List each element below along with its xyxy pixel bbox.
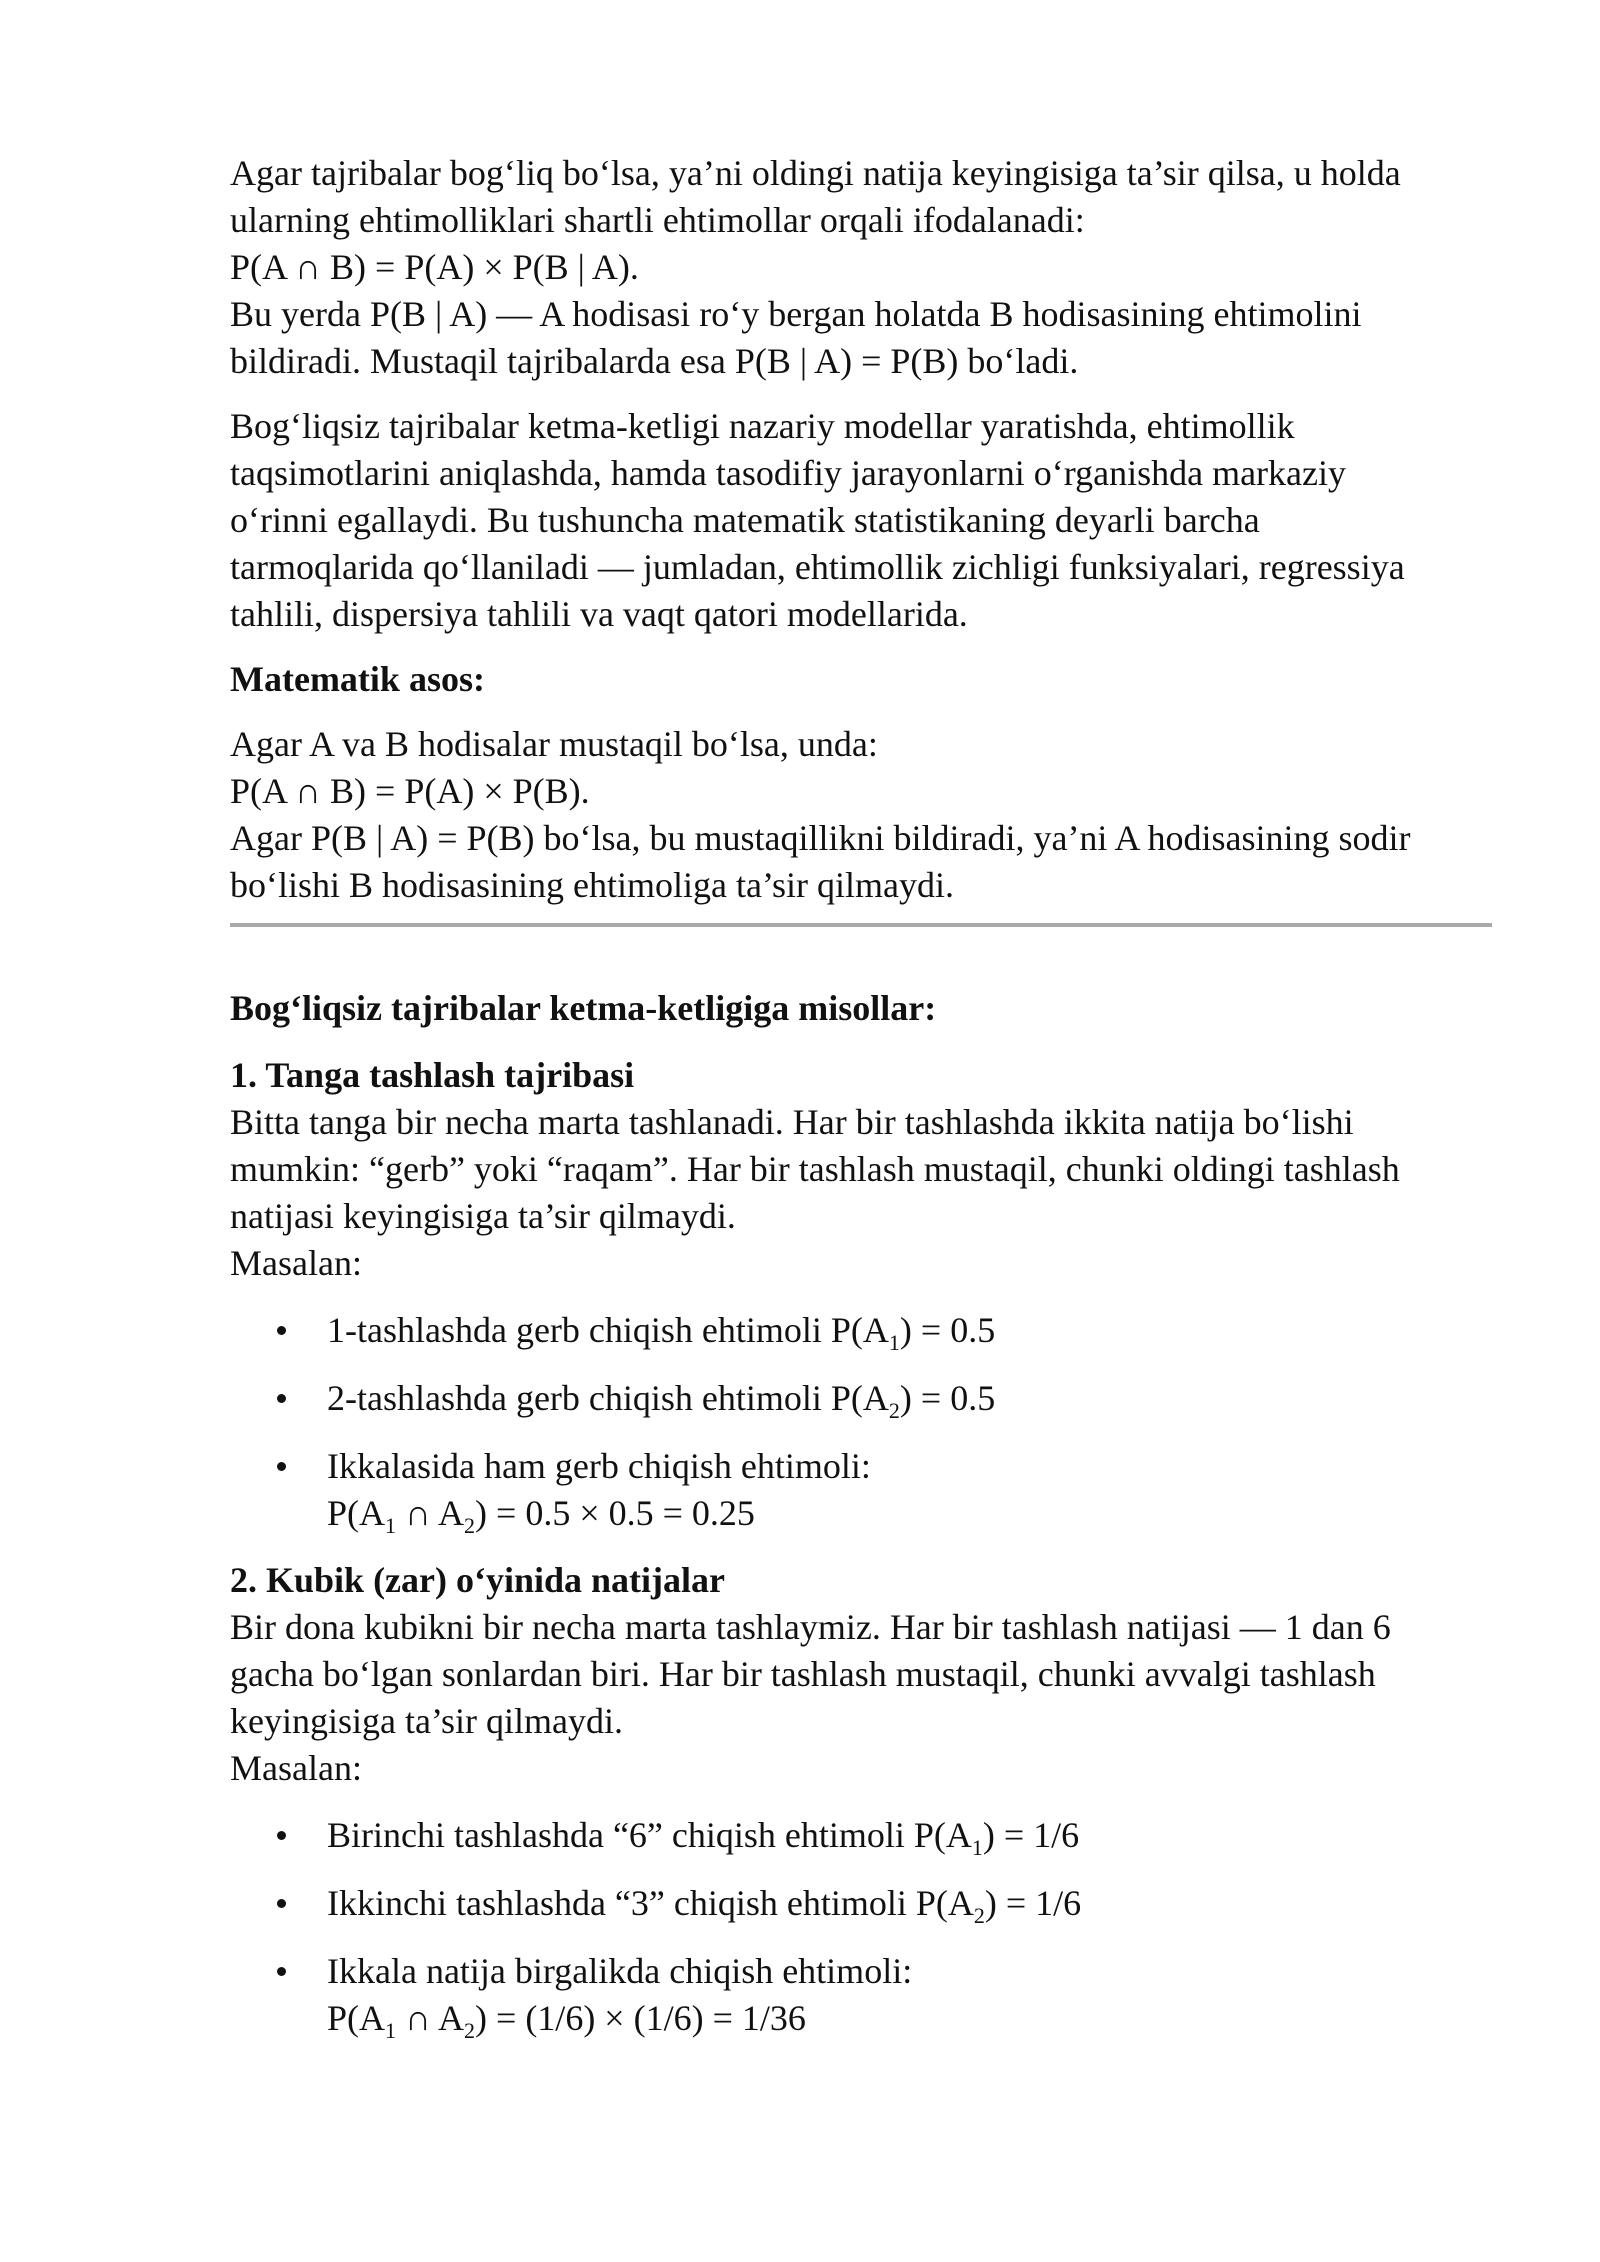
list-item [327,1307,1500,1354]
text-line: natijasi keyingisiga ta’sir qilmaydi. [230,1196,736,1236]
example-coin-toss [230,1052,1500,1287]
list-item-text: Birinchi tashlashda “6” chiqish ehtimoli $P(A_1) = 1/6$ [327,1815,1080,1860]
text-line: Bir dona kubikni bir necha marta tashlaymiz. Har bir tashlash natijasi — 1 dan 6 [230,1607,1391,1647]
list-item [327,1812,1500,1859]
list-item-text: 1-tashlashda gerb chiqish ehtimoli $P(A_1) = 0.5$ [327,1310,996,1355]
bullet-icon [277,1967,286,1976]
example-title: 1. Tanga tashlash tajribasi [230,1055,635,1095]
bullet-icon [277,1394,286,1403]
formula-line: P(A ∩ B) = P(A) × P(B | A). [230,247,639,287]
bullet-icon [277,1326,286,1335]
list-item [327,1880,1500,1927]
list-item-text: Ikkalasida ham gerb chiqish ehtimoli: [327,1446,871,1486]
text-line: tarmoqlarida qo‘llaniladi — jumladan, ehtimollik zichligi funksiyalari, regressiya [230,547,1405,587]
text-line: bo‘lishi B hodisasining ehtimoliga ta’sir qilmaydi. [230,865,954,905]
text-line: Masalan: [230,1243,362,1283]
heading-math-basis: Matematik asos: [230,659,485,699]
list-item-text: 2-tashlashda gerb chiqish ehtimoli $P(A_2) = 0.5$ [327,1378,996,1423]
text-line: gacha bo‘lgan sonlardan biri. Har bir tashlash mustaqil, chunki avvalgi tashlash [230,1654,1376,1694]
text-line: Masalan: [230,1748,362,1788]
example-dice [230,1557,1500,1792]
list-item-text: Ikkinchi tashlashda “3” chiqish ehtimoli $P(A_2) = 1/6$ [327,1883,1082,1928]
bullet-icon [277,1831,286,1840]
text-line: tahlili, dispersiya tahlili va vaqt qatori modellarida. [230,594,968,634]
example-title: 2. Kubik (zar) o‘yinida natijalar [230,1560,726,1600]
paragraph-conditional-probability [230,150,1500,385]
text-line: Bitta tanga bir necha marta tashlanadi. Har bir tashlashda ikkita natija bo‘lishi [230,1102,1354,1142]
text-line: Bu yerda P(B | A) — A hodisasi ro‘y bergan holatda B hodisasining ehtimolini [230,294,1362,334]
text-line: ularning ehtimolliklari shartli ehtimollar orqali ifodalanadi: [230,200,1085,240]
heading-examples: Bog‘liqsiz tajribalar ketma-ketligiga misollar: [230,988,937,1028]
bullet-icon [277,1462,286,1471]
text-line: Agar A va B hodisalar mustaqil bo‘lsa, unda: [230,724,878,764]
list-item [327,1948,1500,2042]
text-line: Agar tajribalar bog‘liq bo‘lsa, ya’ni oldingi natija keyingisiga ta’sir qilsa, u holda [230,153,1401,193]
formula-line: P(A ∩ B) = P(A) × P(B). [230,771,590,811]
list-item-text: Ikkala natija birgalikda chiqish ehtimoli: [327,1951,913,1991]
text-line: taqsimotlarini aniqlashda, hamda tasodifiy jarayonlarni o‘rganishda markaziy [230,453,1346,493]
list-item [327,1375,1500,1422]
paragraph-importance [230,403,1500,638]
text-line: o‘rinni egallaydi. Bu tushuncha matematik statistikaning deyarli barcha [230,500,1260,540]
text-line: Agar P(B | A) = P(B) bo‘lsa, bu mustaqillikni bildiradi, ya’ni A hodisasining sodir [230,818,1411,858]
bullet-icon [277,1899,286,1908]
paragraph-math-basis [230,721,1500,909]
bullet-list-dice [230,1812,1500,2042]
text-line: Bog‘liqsiz tajribalar ketma-ketligi nazariy modellar yaratishda, ehtimollik [230,406,1295,446]
text-line: mumkin: “gerb” yoki “raqam”. Har bir tashlash mustaqil, chunki oldingi tashlash [230,1149,1400,1189]
formula-line: $P(A_1$ ∩ $A_2) = 0.5 \times 0.5 = 0.25$ [327,1493,755,1538]
formula-line: $P(A_1$ ∩ $A_2) = (1/6) \times (1/6) = 1/36$ [327,1998,806,2043]
bullet-list-coin [230,1307,1500,1537]
text-line: keyingisiga ta’sir qilmaydi. [230,1701,623,1741]
text-line: bildiradi. Mustaqil tajribalarda esa P(B | A) = P(B) bo‘ladi. [230,341,1079,381]
list-item [327,1443,1500,1537]
